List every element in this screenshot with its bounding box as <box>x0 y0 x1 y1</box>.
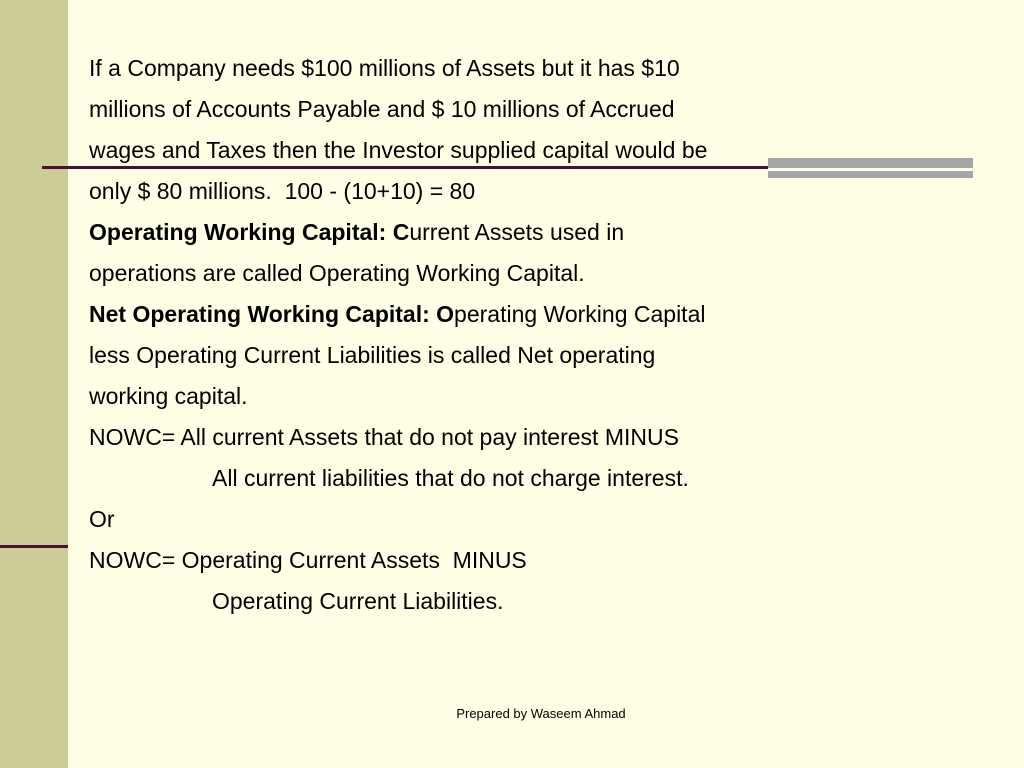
nowc-definition-line <box>89 294 889 335</box>
body-line: operations are called Operating Working Capital. <box>89 260 585 286</box>
formula-line-indented: All current liabilities that do not charge interest. <box>212 465 689 491</box>
owc-definition-text: urrent Assets used in <box>409 219 625 245</box>
owc-definition-line <box>89 212 889 253</box>
footer-text: Prepared by Waseem Ahmad <box>456 706 626 721</box>
body-line: wages and Taxes then the Investor supplied capital would be <box>89 137 708 163</box>
body-line: less Operating Current Liabilities is called Net operating <box>89 342 656 368</box>
formula-line: NOWC= Operating Current Assets MINUS <box>89 547 527 573</box>
body-line: only $ 80 millions. 100 - (10+10) = 80 <box>89 178 476 204</box>
slide-body <box>89 48 889 622</box>
owc-term: Operating Working Capital: C <box>89 219 410 245</box>
or-text: Or <box>89 506 115 532</box>
body-line: If a Company needs $100 millions of Assets but it has $10 <box>89 55 680 81</box>
nowc-definition-text: perating Working Capital <box>454 301 706 327</box>
side-band-divider-rule <box>0 545 68 548</box>
formula-line-indented: Operating Current Liabilities. <box>212 588 504 614</box>
body-line: working capital. <box>89 383 248 409</box>
nowc-term: Net Operating Working Capital: O <box>89 301 455 327</box>
formula-line: NOWC= All current Assets that do not pay interest MINUS <box>89 424 679 450</box>
side-band <box>0 0 68 768</box>
body-line: millions of Accounts Payable and $ 10 millions of Accrued <box>89 96 675 122</box>
